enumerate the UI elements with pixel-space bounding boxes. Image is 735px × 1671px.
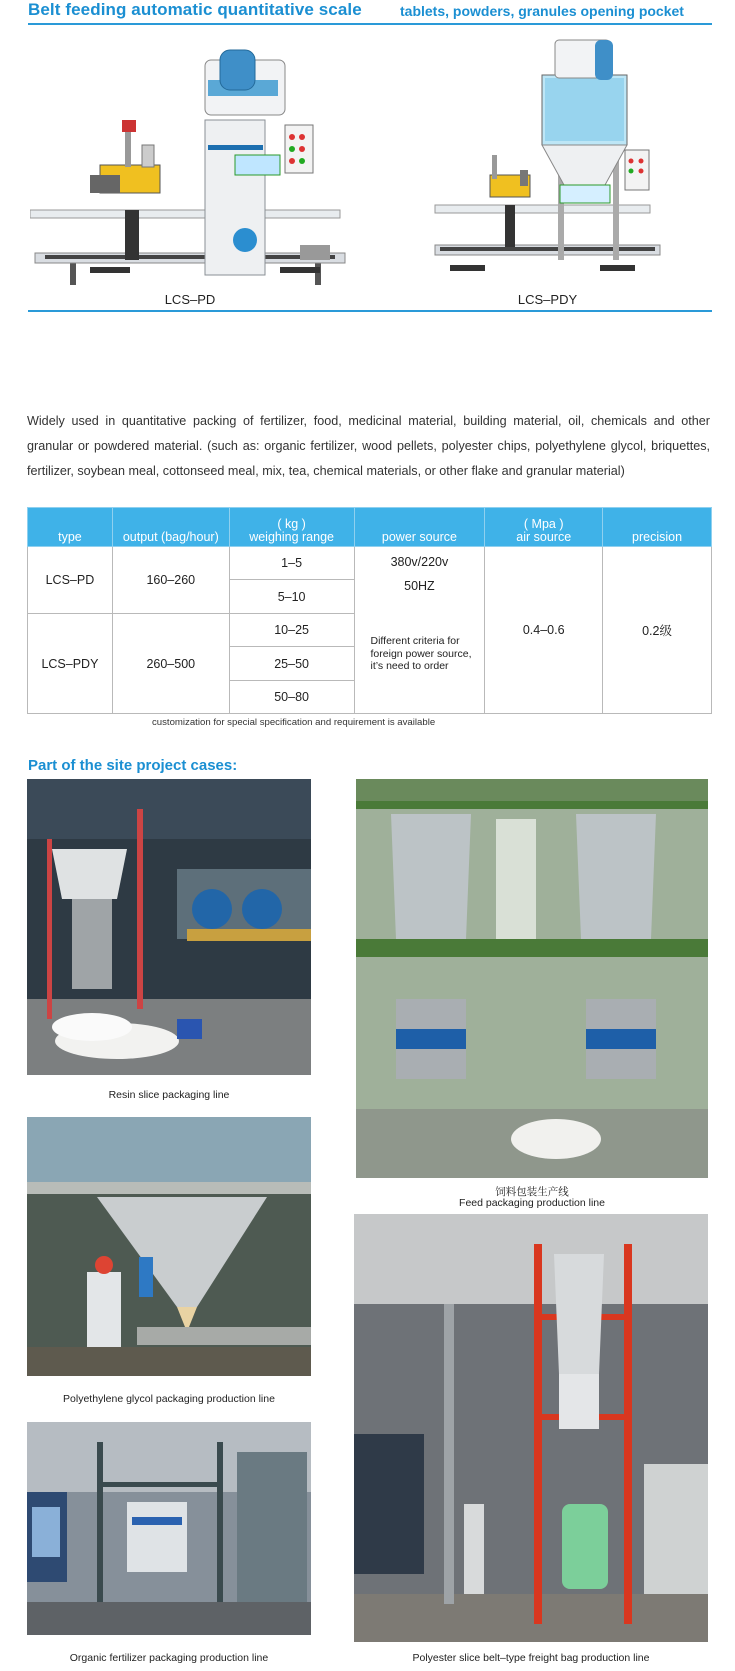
machine-caption-lcs-pd: LCS–PD	[164, 292, 216, 307]
spec-table-header-row	[28, 508, 712, 547]
power-frequency: 50HZ	[404, 579, 435, 593]
power-main: 380v/220v	[390, 555, 449, 569]
caption-resin-line: Resin slice packaging line	[108, 1089, 230, 1101]
header-divider	[28, 23, 712, 25]
cell-range: 1–5	[229, 547, 354, 580]
cell-range: 10–25	[229, 614, 354, 647]
machine-caption-lcs-pdy: LCS–PDY	[517, 292, 578, 307]
header-weighing-label: weighing range	[249, 530, 334, 544]
header-air-unit: ( Mpa )	[523, 517, 564, 531]
header-output: output (bag/hour)	[112, 508, 229, 547]
header-air	[485, 508, 603, 547]
page-title: Belt feeding automatic quantitative scale	[28, 0, 362, 19]
header-air-label: air source	[516, 530, 572, 544]
photo-polyester-line	[354, 1214, 708, 1642]
caption-polyester-line: Polyester slice belt–type freight bag production line	[412, 1652, 650, 1664]
photo-organic-line	[27, 1422, 311, 1635]
page-subtitle: tablets, powders, granules opening pocket	[400, 3, 684, 19]
caption-feed-cn: 饲料包装生产线	[495, 1186, 569, 1198]
machine-image-lcs-pd	[30, 45, 350, 295]
photo-feed-line	[356, 779, 708, 1178]
cell-range: 5–10	[229, 580, 354, 614]
cell-power	[354, 547, 485, 714]
customization-note: customization for special specification and requirement is available	[152, 717, 436, 728]
header-type: type	[28, 508, 113, 547]
header-precision: precision	[603, 508, 712, 547]
table-row	[28, 547, 712, 580]
cell-output: 260–500	[112, 614, 229, 714]
header-weighing	[229, 508, 354, 547]
power-note: Different criteria for foreign power source, it’s need to order	[370, 635, 472, 672]
header-weighing-unit: ( kg )	[277, 517, 306, 531]
photo-peg-line	[27, 1117, 311, 1376]
product-description: Widely used in quantitative packing of fertilizer, food, medicinal material, building material, oil, chemicals and other granular or powdered material. (such as: organic fertilizer, wood pellets, polyester chips, polyethylene glycol, briquettes, fertilizer, soybean meal, cottonseed meal, mix, tea, chemical materials, or other flake and granular material)	[27, 414, 710, 478]
cell-type: LCS–PD	[28, 547, 113, 614]
cell-type: LCS–PDY	[28, 614, 113, 714]
cell-precision: 0.2级	[603, 547, 712, 714]
cell-range: 50–80	[229, 681, 354, 714]
caption-organic-line: Organic fertilizer packaging production line	[69, 1652, 269, 1664]
spec-table	[27, 507, 712, 714]
cases-title: Part of the site project cases:	[28, 757, 238, 774]
machines-divider	[28, 310, 712, 312]
photo-resin-line	[27, 779, 311, 1075]
header-power: power source	[354, 508, 485, 547]
machine-image-lcs-pdy	[430, 35, 665, 290]
caption-peg-line: Polyethylene glycol packaging production line	[63, 1393, 275, 1405]
cell-range: 25–50	[229, 647, 354, 681]
cell-output: 160–260	[112, 547, 229, 614]
caption-feed-en: Feed packaging production line	[459, 1197, 605, 1209]
cell-air: 0.4–0.6	[485, 547, 603, 714]
